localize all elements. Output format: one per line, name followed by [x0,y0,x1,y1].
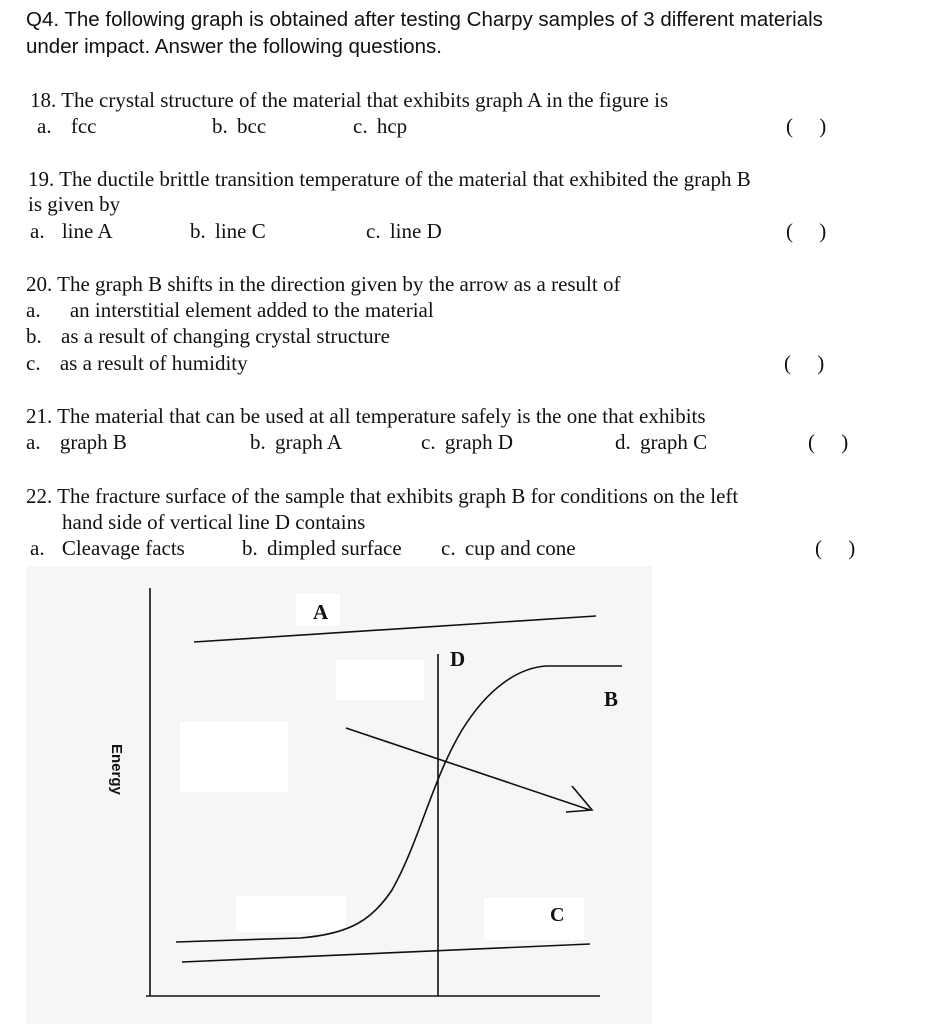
option-text: cup and cone [464,536,576,560]
q21-stem: 21. The material that can be used at all temperature safely is the one that exhibits [26,404,706,428]
q18-option-b [212,113,266,139]
q22-option-c [441,535,576,561]
option-text: graph C [640,430,708,454]
option-text: Cleavage facts [61,536,185,560]
q22-stem-line-2: hand side of vertical line D contains [62,510,366,534]
figure-patch [484,898,584,940]
option-letter: c. [353,114,368,138]
q19-answer-box: ( ) [786,219,827,243]
option-text: bcc [237,114,267,138]
q20-option-a [26,297,434,323]
option-text: graph D [444,430,514,454]
q21-option-a [26,429,127,455]
option-text: graph A [275,430,343,454]
question-title-line-2: under impact. Answer the following questions. [26,35,442,58]
option-text: line D [389,219,442,243]
q20-stem: 20. The graph B shifts in the direction given by the arrow as a result of [26,272,621,296]
option-letter: c. [441,536,456,560]
option-letter: a. [37,114,52,138]
option-text: an interstitial element added to the material [69,298,434,322]
q19-option-b [190,218,266,244]
charpy-energy-diagram [26,566,652,1024]
option-letter: b. [190,219,206,243]
option-letter: c. [421,430,436,454]
option-letter: a. [30,536,45,560]
option-letter: d. [615,430,631,454]
q21-option-d [615,429,707,455]
option-text: fcc [70,114,97,138]
label-b: B [604,687,619,711]
option-letter: b. [26,324,42,348]
question-title-line-1: Q4. The following graph is obtained after testing Charpy samples of 3 different materials [26,8,823,31]
figure-patch [336,660,424,700]
q22-answer-box: ( ) [815,536,856,560]
q22-option-b [242,535,402,561]
q18-stem: 18. The crystal structure of the material that exhibits graph A in the figure is [30,88,669,112]
q19-option-c [366,218,442,244]
label-c: C [550,904,565,926]
option-text: as a result of humidity [59,351,248,375]
option-text: graph B [59,430,127,454]
q18-option-c [353,113,407,139]
q19-stem-line-2: is given by [28,192,121,216]
option-text: hcp [376,114,408,138]
figure-patch [236,896,346,932]
q18-answer-box: ( ) [786,114,827,138]
q21-answer-box: ( ) [808,430,849,454]
option-text: dimpled surface [267,536,402,560]
option-text: as a result of changing crystal structure [61,324,390,348]
option-letter: a. [26,298,41,322]
option-letter: a. [30,219,45,243]
label-d: D [450,647,466,671]
option-letter: b. [242,536,258,560]
q22-stem-line-1: 22. The fracture surface of the sample that exhibits graph B for conditions on the left [26,484,739,508]
option-letter: c. [26,351,41,375]
q22-option-a [30,535,185,561]
label-a: A [313,600,329,624]
q20-answer-box: ( ) [784,351,825,375]
option-letter: c. [366,219,381,243]
q21-option-c [421,429,513,455]
q19-stem-line-1: 19. The ductile brittle transition temperature of the material that exhibited the graph B [28,167,751,191]
figure-patch [180,722,288,792]
q20-option-c [26,350,248,376]
option-text: line A [61,219,113,243]
option-letter: b. [212,114,228,138]
q19-option-a [30,218,113,244]
option-letter: b. [250,430,266,454]
q18-option-a [37,113,96,139]
y-axis-label: Energy [108,744,125,795]
option-letter: a. [26,430,41,454]
q20-option-b [26,323,390,349]
q21-option-b [250,429,342,455]
option-text: line C [215,219,266,243]
